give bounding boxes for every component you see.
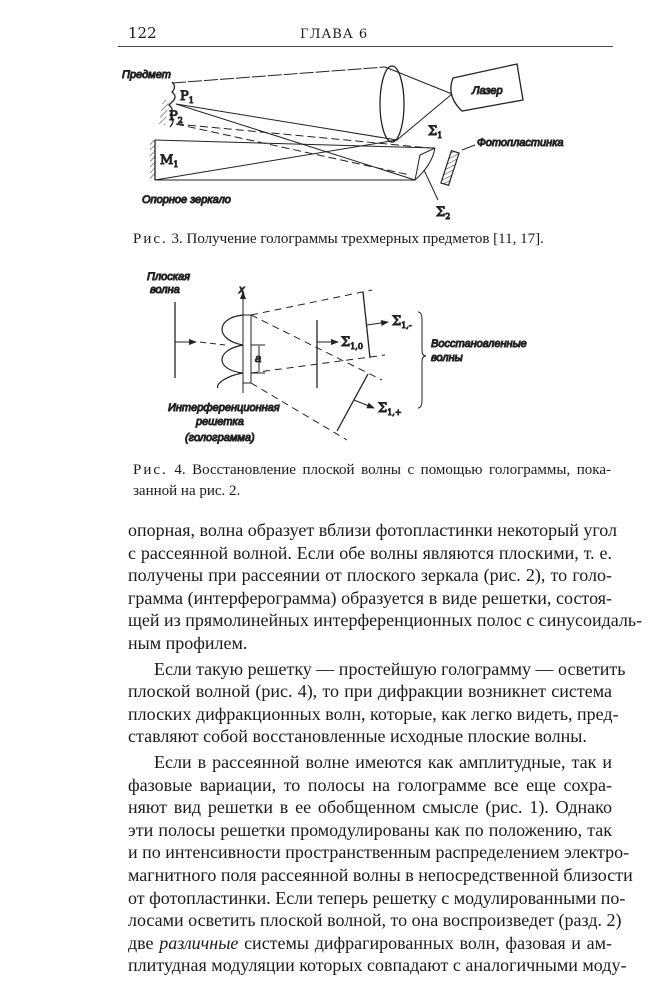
brace: [418, 312, 426, 408]
plane-wave-label-1: Плоская: [147, 271, 190, 283]
grating-label-2: решетка: [196, 416, 244, 428]
caption-line: [133, 460, 611, 481]
text-line: щей из прямолинейных интерференционных полос с синусоидаль-: [128, 610, 643, 631]
sinusoid-profile: [217, 315, 243, 388]
grating-label-3: (голограмма): [185, 432, 255, 444]
sigma-plus-label: $\Sigma_{1,+}$: [378, 401, 402, 417]
plane-wave-label-2: волна: [150, 284, 180, 296]
x-axis-label: x: [239, 284, 245, 296]
caption-text: 4. Восстановление плоской волны с помощью голограммы, пока-: [174, 462, 611, 478]
figure-3-caption: [133, 229, 611, 250]
text-line: ным профилем.: [128, 632, 248, 653]
photoplate: [441, 151, 459, 186]
text-line: опорная, волна образует вблизи фотопластинки некоторый угол: [128, 520, 618, 540]
photoplate-label: Фотопластинка: [477, 137, 564, 149]
text-line: грамма (интерферограмма) образуется в виде решетки, состоя-: [128, 587, 612, 608]
text-line: плоской волной (рис. 4), то при дифракции возникнет система: [128, 681, 612, 702]
sigma1-label: $\Sigma_1$: [428, 124, 443, 140]
period-label: a: [255, 353, 262, 365]
text-line: магнитного поля рассеянной волны в непосредственной близости: [128, 864, 633, 885]
caption-line: занной на рис. 2.: [133, 483, 241, 499]
body-text: [128, 519, 643, 977]
restored-waves-label-2: волны: [431, 352, 463, 364]
text-line: от фотопластинки. Если теперь решетку с модулированными по-: [128, 887, 626, 908]
grating: [243, 315, 251, 383]
lens: [380, 66, 404, 142]
text-line: фазовые вариации, то полосы на голограмме все еще сохра-: [128, 774, 612, 795]
caption-prefix: Рис.: [133, 231, 168, 247]
text-line: лосами осветить плоской волной, то она воспроизведет (разд. 2): [128, 910, 622, 931]
figure-4-caption: [133, 460, 611, 502]
sigma-0-label: $\Sigma_{1,0}$: [341, 335, 363, 351]
figure-3: [122, 64, 564, 221]
figure-4: [147, 271, 527, 444]
caption-prefix: Рис.: [133, 462, 168, 478]
text-line: Если в рассеянной волне имеются как амплитудные, так и: [154, 751, 612, 772]
text-line: и по интенсивности пространственным распределением электро-: [128, 842, 630, 863]
p2-label: $P_2$: [169, 109, 183, 125]
text-span: две: [128, 932, 160, 953]
ref-mirror-label: Опорное зеркало: [142, 194, 231, 206]
chapter-header: ГЛАВА 6: [300, 27, 369, 42]
sigma-minus-label: $\Sigma_{1,-}$: [392, 314, 412, 330]
sigma2-label: $\Sigma_2$: [436, 205, 451, 221]
text-line: няют вид решетки в ее обобщенном смысле (рис. 1). Однако: [128, 797, 612, 818]
p1-label: $P_1$: [180, 89, 194, 105]
text-line: ставляют собой восстановленные исходные плоские волны.: [128, 726, 587, 747]
text-line: Если такую решетку — простейшую голограмму — осветить: [154, 658, 626, 679]
page-number: 122: [128, 24, 157, 42]
emphasis-text: различные: [159, 932, 239, 953]
text-span: системы дифрагированных волн, фазовая и ам-: [238, 932, 613, 953]
restored-waves-label-1: Восстановленные: [431, 338, 527, 350]
object-label: Предмет: [122, 69, 171, 81]
text-line: получены при рассеянии от плоского зеркала (рис. 2), то голо-: [128, 565, 612, 586]
text-line: плитудная модуляции которых совпадают с аналогичными моду-: [128, 955, 627, 976]
text-line: [128, 932, 612, 955]
text-line: плоских дифракционных волн, которые, как легко видеть, пред-: [128, 703, 619, 724]
text-line: эти полосы решетки промодулированы как по положению, так: [128, 819, 612, 840]
grating-label-1: Интерференционная: [168, 402, 280, 414]
m1-label: $M_1$: [160, 153, 179, 169]
caption-text: 3. Получение голограммы трехмерных предметов [11, 17].: [171, 231, 544, 247]
text-line: с рассеянной волной. Если обе волны являются плоскими, т. е.: [128, 542, 612, 563]
laser-label: Лазер: [472, 85, 503, 97]
